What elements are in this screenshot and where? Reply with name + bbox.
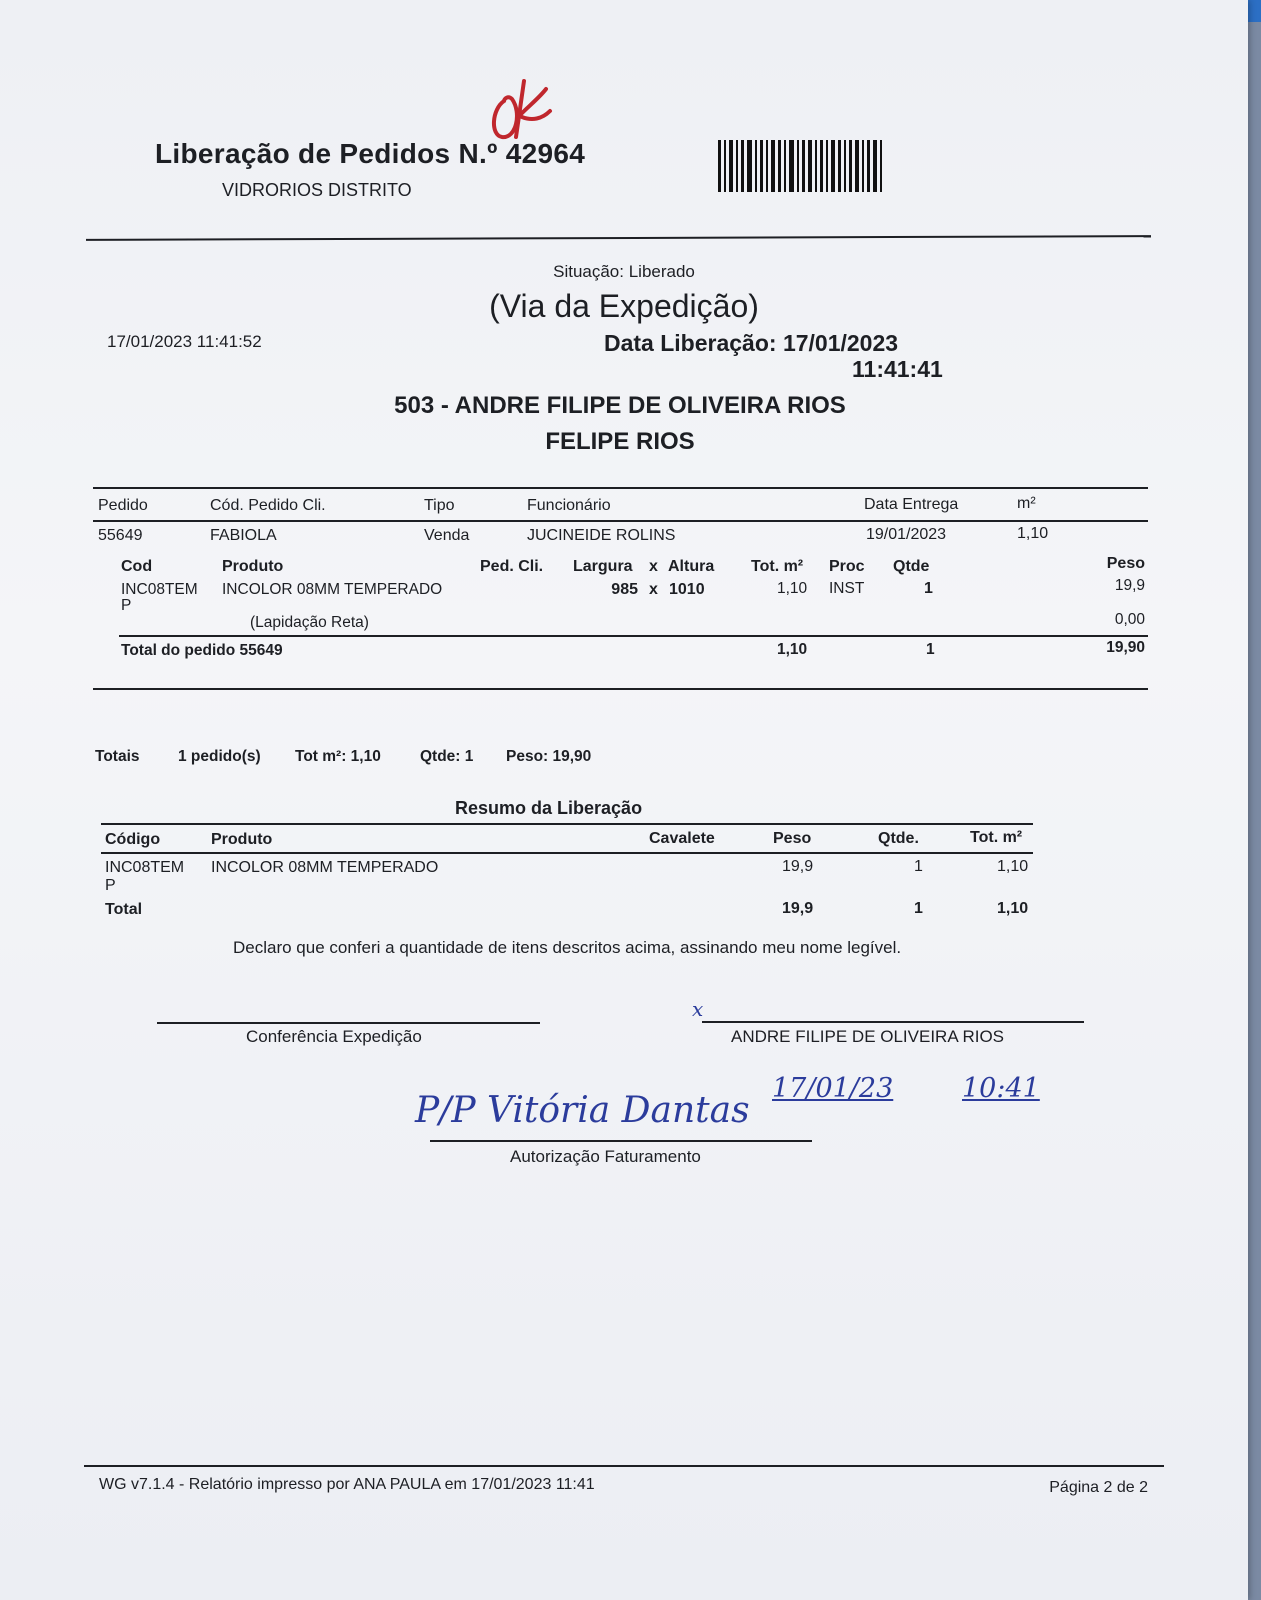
items-total-rule	[119, 635, 1148, 637]
resumo-produto: INCOLOR 08MM TEMPERADO	[211, 859, 439, 876]
order-header-data-entrega: Data Entrega	[864, 496, 959, 513]
order-header-cod-pedido-cli: Cód. Pedido Cli.	[210, 497, 326, 514]
items-total-peso: 19,90	[1106, 639, 1145, 656]
totais-label: Totais	[95, 748, 140, 765]
order-header-funcionario: Funcionário	[527, 497, 611, 514]
footer-print-info: WG v7.1.4 - Relatório impresso por ANA PAULA em 17/01/2023 11:41	[99, 1476, 595, 1493]
items-header-ped-cli: Ped. Cli.	[480, 558, 544, 575]
totais-peso: Peso: 19,90	[506, 748, 592, 765]
resumo-codigo-line2: P	[105, 877, 116, 894]
items-total-tot-m2: 1,10	[777, 641, 808, 658]
resumo-qtde: 1	[914, 858, 923, 875]
order-funcionario-value: JUCINEIDE ROLINS	[527, 527, 676, 544]
resumo-header-cavalete: Cavalete	[649, 830, 715, 847]
items-total-qtde: 1	[926, 641, 935, 658]
client-signature-name: ANDRE FILIPE DE OLIVEIRA RIOS	[731, 1027, 1005, 1046]
order-table-header-rule	[93, 520, 1148, 522]
client-signature-mark: x	[692, 997, 704, 1021]
client-nickname: FELIPE RIOS	[545, 428, 695, 455]
item-tot-m2: 1,10	[777, 580, 808, 597]
via-label: (Via da Expedição)	[489, 288, 759, 324]
resumo-peso: 19,9	[782, 858, 814, 875]
resumo-total-peso: 19,9	[782, 900, 814, 917]
items-header-altura: Altura	[668, 558, 715, 575]
items-header-peso: Peso	[1106, 555, 1145, 572]
item-produto: INCOLOR 08MM TEMPERADO	[222, 581, 443, 598]
order-table-bottom-rule	[93, 688, 1148, 690]
items-header-qtde: Qtde	[893, 558, 930, 575]
status-situacao: Situação: Liberado	[553, 262, 695, 281]
items-header-produto: Produto	[222, 558, 284, 575]
sub-item-peso: 0,00	[1114, 611, 1145, 628]
handwritten-time: 10:41	[962, 1073, 1040, 1104]
company-name: VIDRORIOS DISTRITO	[222, 180, 412, 200]
resumo-total-qtde: 1	[914, 900, 923, 917]
item-largura: 985	[611, 581, 638, 598]
order-data-entrega-value: 19/01/2023	[866, 526, 947, 543]
totais-tot-m2: Tot m²: 1,10	[295, 748, 381, 765]
footer-divider	[84, 1465, 1164, 1467]
order-pedido-value: 55649	[98, 527, 143, 544]
handwritten-ok-mark	[490, 75, 560, 145]
resumo-codigo-line1: INC08TEM	[105, 859, 185, 876]
items-header-proc: Proc	[829, 558, 865, 575]
items-header-cod: Cod	[121, 558, 153, 575]
resumo-total-label: Total	[105, 901, 143, 918]
resumo-header-tot-m2: Tot. m²	[970, 829, 1023, 846]
autorizacao-signature-line	[430, 1140, 812, 1142]
item-peso: 19,9	[1114, 577, 1145, 594]
autorizacao-label: Autorização Faturamento	[510, 1147, 701, 1166]
conferencia-signature-line	[157, 1022, 540, 1024]
order-table-top-rule	[93, 487, 1148, 489]
handwritten-date: 17/01/23	[772, 1073, 894, 1104]
item-cod-line2: P	[121, 597, 132, 614]
items-header-largura: Largura	[573, 558, 633, 575]
item-cod-line1: INC08TEM	[121, 581, 198, 598]
resumo-title: Resumo da Liberação	[455, 798, 643, 818]
items-total-label: Total do pedido 55649	[121, 642, 283, 659]
order-cod-pedido-cli-value: FABIOLA	[210, 527, 277, 544]
sub-item-lapidacao: (Lapidação Reta)	[250, 614, 369, 631]
order-header-m2: m²	[1017, 495, 1036, 512]
resumo-header-codigo: Código	[105, 831, 161, 848]
resumo-header-peso: Peso	[773, 830, 812, 847]
client-name: 503 - ANDRE FILIPE DE OLIVEIRA RIOS	[394, 392, 846, 419]
totais-qtde: Qtde: 1	[420, 748, 474, 765]
resumo-top-rule	[101, 823, 1033, 825]
handwritten-signature: P/P Vitória Dantas	[415, 1090, 750, 1131]
items-header-x: x	[649, 558, 658, 575]
data-liberacao-time: 11:41:41	[852, 356, 943, 382]
resumo-header-qtde: Qtde.	[878, 830, 919, 847]
item-proc: INST	[829, 580, 865, 597]
items-header-tot-m2: Tot. m²	[751, 558, 804, 575]
header-divider	[86, 235, 1151, 241]
footer-page-number: Página 2 de 2	[1049, 1479, 1148, 1496]
resumo-header-rule	[101, 852, 1033, 854]
resumo-tot-m2: 1,10	[997, 858, 1029, 875]
order-m2-value: 1,10	[1017, 525, 1049, 542]
item-qtde: 1	[924, 580, 933, 597]
order-tipo-value: Venda	[424, 527, 470, 544]
item-x: x	[649, 581, 658, 598]
client-signature-line	[702, 1021, 1084, 1023]
document-title: Liberação de Pedidos N.º 42964	[155, 138, 586, 169]
declaration-text: Declaro que conferi a quantidade de itens descritos acima, assinando meu nome legível.	[233, 938, 902, 957]
order-header-tipo: Tipo	[424, 497, 455, 514]
barcode	[718, 140, 904, 192]
order-header-pedido: Pedido	[98, 497, 148, 514]
resumo-total-tot-m2: 1,10	[997, 900, 1029, 917]
conferencia-label: Conferência Expedição	[246, 1027, 422, 1046]
totais-pedidos: 1 pedido(s)	[178, 748, 261, 765]
resumo-header-produto: Produto	[211, 831, 273, 848]
item-altura: 1010	[669, 581, 705, 598]
printed-timestamp: 17/01/2023 11:41:52	[107, 332, 262, 351]
data-liberacao: Data Liberação: 17/01/2023	[604, 330, 899, 356]
